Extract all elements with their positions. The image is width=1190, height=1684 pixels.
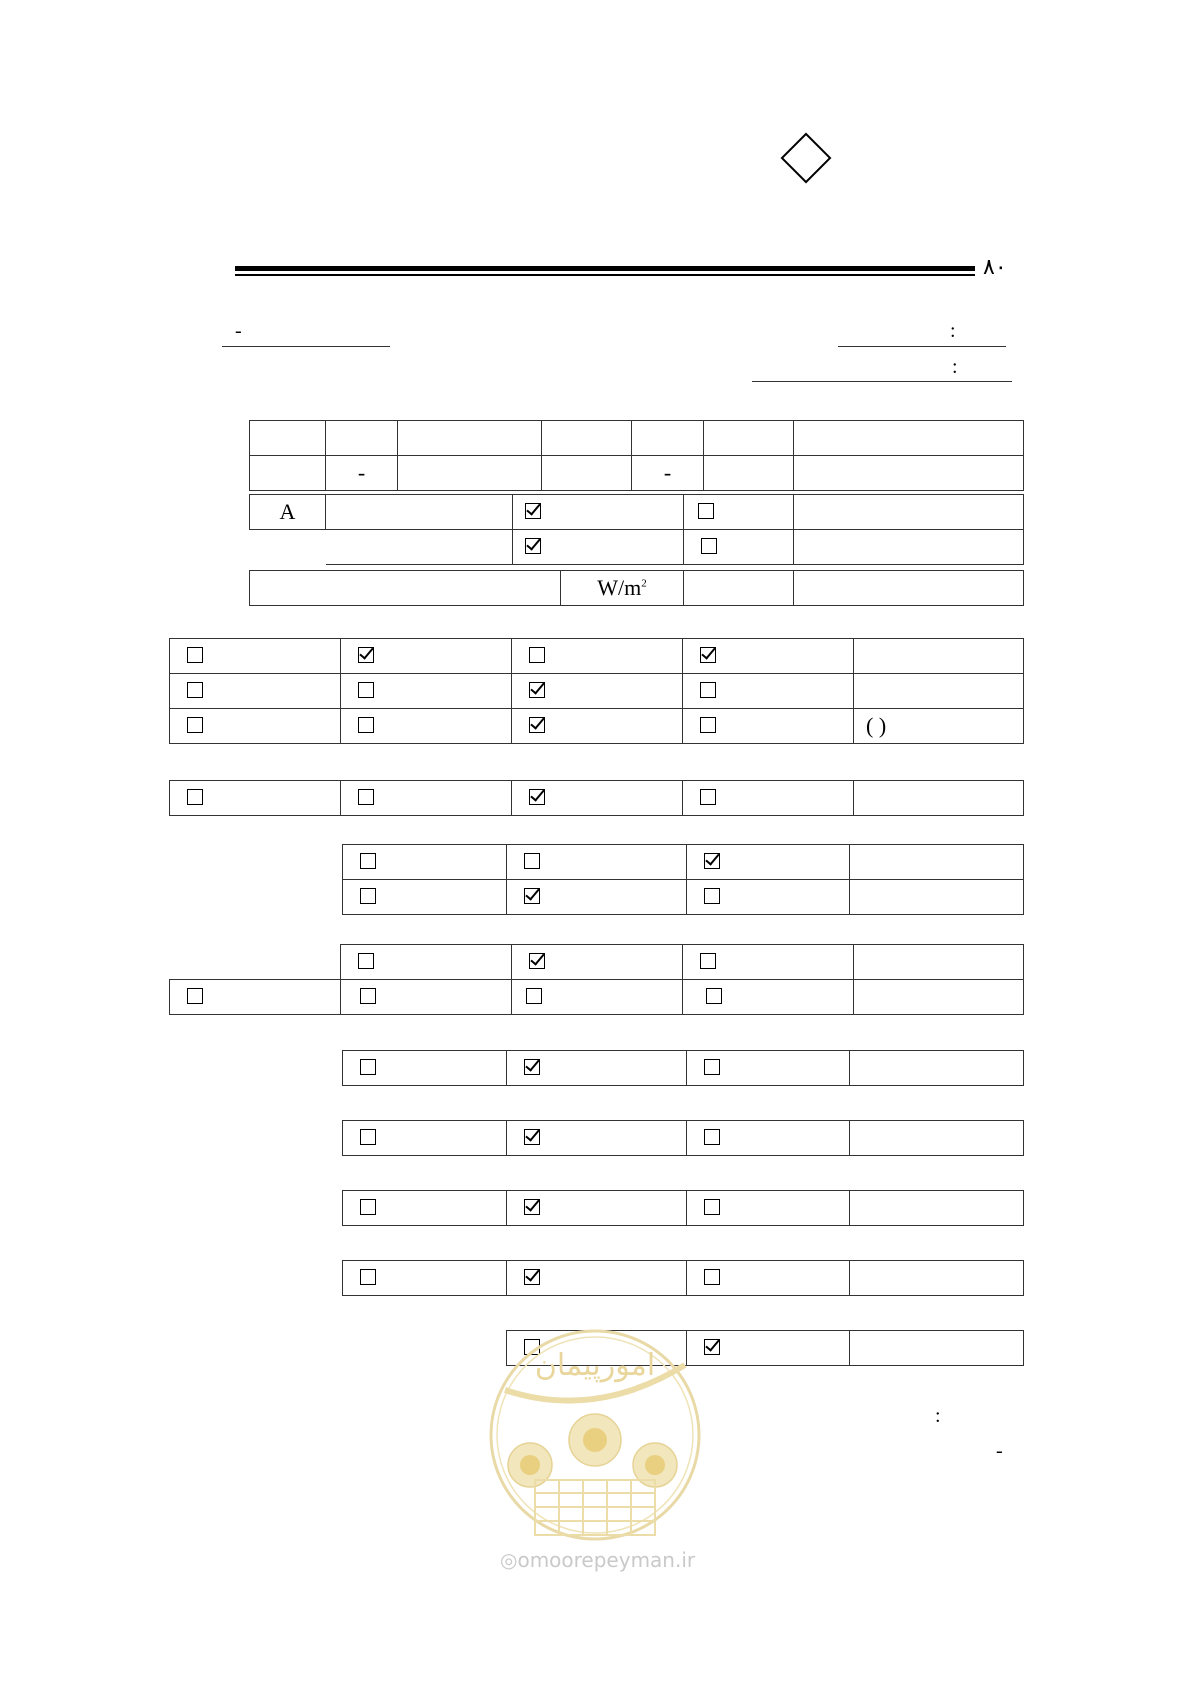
header-rule-thick [235, 266, 975, 271]
table-2 [169, 638, 1024, 744]
footer-dash: - [996, 1440, 1003, 1462]
table-4 [342, 844, 1024, 915]
small-table-2 [342, 1120, 1024, 1156]
footer-colon: : [935, 1405, 941, 1427]
table-3-row-1 [170, 781, 1024, 816]
table-1 [249, 420, 1024, 491]
t3-c4[interactable] [700, 789, 716, 805]
t4-r1-c1[interactable] [360, 853, 376, 869]
t2-r3-c2[interactable] [358, 717, 374, 733]
s4-c3[interactable] [704, 1269, 720, 1285]
checkbox-r3-b[interactable] [698, 503, 714, 519]
t2-r3-c4[interactable] [700, 717, 716, 733]
table-3 [169, 780, 1024, 816]
paren-label: ( ) [866, 713, 887, 738]
table-5-row-2 [170, 980, 1024, 1015]
diamond-marker [781, 133, 832, 184]
table-2-row-3 [170, 709, 1024, 744]
t2-r1-c4[interactable] [700, 647, 716, 663]
unit-ampere: A [279, 499, 296, 524]
s3-c3[interactable] [704, 1199, 720, 1215]
watermark-site: ◎omoorepeyman.ir [500, 1548, 696, 1572]
t5-r1-c2[interactable] [529, 953, 545, 969]
checkbox-r3-a[interactable] [525, 503, 541, 519]
table-4-row-2 [343, 880, 1024, 915]
t2-r1-c2[interactable] [358, 647, 374, 663]
t2-r3-c3[interactable] [529, 717, 545, 733]
small-table-3 [342, 1190, 1024, 1226]
s2-c2[interactable] [524, 1129, 540, 1145]
table-4-row-1 [343, 845, 1024, 880]
table-1-row-1 [250, 421, 1024, 456]
s3-c1[interactable] [360, 1199, 376, 1215]
s4-c1[interactable] [360, 1269, 376, 1285]
t5-r1-c1[interactable] [358, 953, 374, 969]
s2-c1[interactable] [360, 1129, 376, 1145]
t4-r2-c2[interactable] [524, 888, 540, 904]
table-1-row-2 [250, 456, 1024, 491]
checkbox-r4-a[interactable] [525, 538, 541, 554]
last-c2[interactable] [704, 1339, 720, 1355]
top-right-colon-2: : [952, 356, 958, 378]
t2-r1-c3[interactable] [529, 647, 545, 663]
top-right-colon-1: : [950, 320, 956, 342]
table-2-row-1 [170, 639, 1024, 674]
table-5-row-1 [170, 945, 1024, 980]
s4-c2[interactable] [524, 1269, 540, 1285]
watermark-logo [485, 1325, 705, 1565]
t5-r2-c1[interactable] [360, 988, 376, 1004]
t3-c1[interactable] [187, 789, 203, 805]
s1-c3[interactable] [704, 1059, 720, 1075]
dash-b: - [663, 460, 672, 485]
table-1b [249, 494, 1024, 565]
s3-c2[interactable] [524, 1199, 540, 1215]
t3-c3[interactable] [529, 789, 545, 805]
t5-r2-c2[interactable] [526, 988, 542, 1004]
page-number: ۸۰ [983, 254, 1007, 279]
small-table-4 [342, 1260, 1024, 1296]
t2-r2-c2[interactable] [358, 682, 374, 698]
table-2-row-2 [170, 674, 1024, 709]
table-1c [249, 570, 1024, 606]
t5-r2-c3[interactable] [706, 988, 722, 1004]
top-left-underline[interactable] [222, 346, 390, 347]
t2-r2-c1[interactable] [187, 682, 203, 698]
t3-c2[interactable] [358, 789, 374, 805]
table-1-row-5 [250, 571, 1024, 606]
table-1-row-4 [250, 530, 1024, 565]
top-right-underline-2[interactable] [752, 381, 1012, 382]
header-rule-thin [235, 274, 975, 276]
t5-r1-c3[interactable] [700, 953, 716, 969]
checkbox-r4-b[interactable] [701, 538, 717, 554]
top-left-dash: - [235, 320, 242, 342]
table-1-row-3 [250, 495, 1024, 530]
t2-r2-c3[interactable] [529, 682, 545, 698]
t4-r1-c2[interactable] [524, 853, 540, 869]
dash-a: - [357, 460, 366, 485]
t2-r3-c1[interactable] [187, 717, 203, 733]
unit-w-per-m2: $W/m^2$ [597, 575, 647, 600]
s1-c2[interactable] [524, 1059, 540, 1075]
t4-r1-c3[interactable] [704, 853, 720, 869]
watermark-logo-text: امورپیمان [534, 1348, 656, 1383]
t4-r2-c3[interactable] [704, 888, 720, 904]
s1-c1[interactable] [360, 1059, 376, 1075]
s2-c3[interactable] [704, 1129, 720, 1145]
t2-r2-c4[interactable] [700, 682, 716, 698]
top-right-underline-1[interactable] [838, 346, 1006, 347]
t2-r1-c1[interactable] [187, 647, 203, 663]
t5-r2-c0[interactable] [187, 988, 203, 1004]
table-5 [169, 944, 1024, 1015]
t4-r2-c1[interactable] [360, 888, 376, 904]
small-table-1 [342, 1050, 1024, 1086]
